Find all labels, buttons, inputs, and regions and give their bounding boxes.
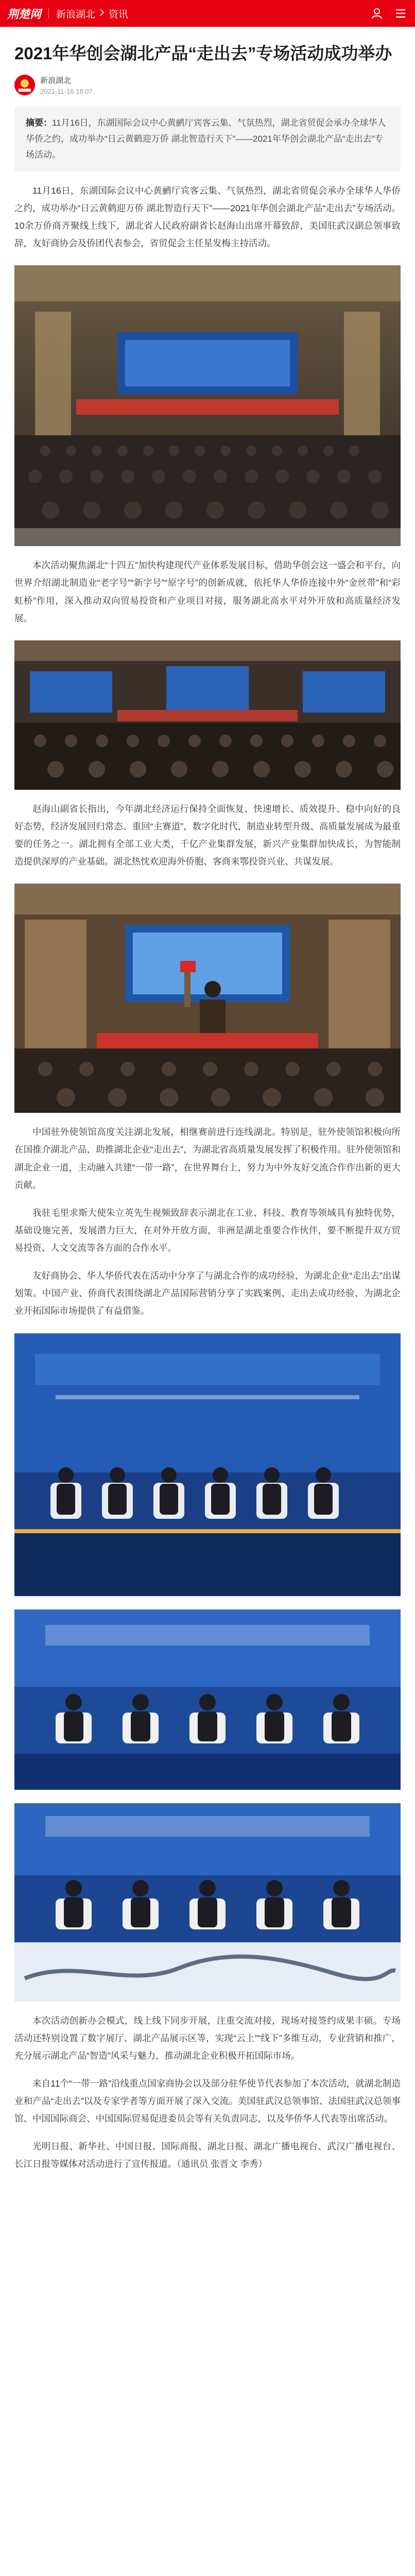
top-navigation-bar <box>0 0 415 27</box>
summary-text: 11月16日，东湖国际会议中心黄鹂厅宾客云集、气氛热烈，湖北省贸促会承办全球华人华侨之约，成功举办“日云黄鹤迎万侨 湖北智造行天下”——2021年华创会湖北产品“走出去”专场活动。 <box>26 117 386 160</box>
article-title: 2021年华创会湖北产品“走出去”专场活动成功举办 <box>14 44 392 63</box>
article-paragraph: 11月16日，东湖国际会议中心黄鹂厅宾客云集、气氛热烈，湖北省贸促会承办全球华人华侨之约，成功举办“日云黄鹤迎万侨 湖北智造行天下”——2021年华创会湖北产品“走出去”专场活动。10余万侨商齐聚线上线下，湖北省人民政府副省长赵海山出席开幕致辞，美国驻武汉副总领事致辞，友好商协会及侨团代表参会，省贸促会主任星发梅主持活动。 <box>14 185 401 249</box>
article-paragraph: 来自11个“一带一路”沿线重点国家商协会以及部分驻华使节代表参加了本次活动，就湖北制造业和产品“走出去”以及专家学者等方面开展了深入交流。美国驻武汉总领事馆、法国驻武汉总领事馆、中国国际商会、中国国际贸易促进委员会等有关负责同志，以及华侨华人代表等出席活动。 <box>14 2078 401 2124</box>
site-logo[interactable]: 荆楚网 <box>7 7 42 21</box>
article-photo <box>14 1803 401 2002</box>
article-paragraph: 赵海山副省长指出，今年湖北经济运行保持全面恢复、快速增长、质效提升、稳中向好的良好态势，经济发展回归常态、重回“主赛道”，数字化时代，制造业转型升级、高质量发展成为最重要的任务之一。湖北拥有全部工业大类，千亿产业集群发展，新兴产业集群加快成长，为智能制造提供深厚的产业基础。湖北热忱欢迎海外侨胞、客商来鄂投资兴业、共谋发展。 <box>14 803 401 867</box>
article-source[interactable]: 新浪湖北 <box>40 76 72 85</box>
page-footer-space <box>14 2173 401 2194</box>
article-date: 2021-11-16 18:07 <box>40 87 93 95</box>
article-paragraph: 光明日报、新华社、中国日报、国际商报、湖北日报、湖北广播电视台、武汉广播电视台、长江日报等媒体对活动进行了宣传报道。（通讯员 张晋文 李秀） <box>14 2141 401 2170</box>
article-meta <box>14 75 401 95</box>
menu-icon[interactable] <box>393 6 408 21</box>
article-paragraph: 本次活动聚焦湖北“十四五”加快构建现代产业体系发展目标，借助华创会这一盛会和平台，向世界介绍湖北制造业“老字号”“新字号”“原字号”的创新成就，依托华人华侨连接中外“金丝带”和“彩虹桥”作用，深入推动双向贸易投资和产业项目对接，服务湖北高水平对外开放和高质量经济发展。 <box>14 560 401 623</box>
article-paragraph: 我驻毛里求斯大使朱立英先生视频致辞表示湖北在工业、科技、教育等领域具有独特优势，基础设施完善，发展潜力巨大，在对外开放方面，非洲是湖北重要合作伙伴，要不断提升双方贸易投资、人文交流等各方面的合作水平。 <box>14 1207 401 1253</box>
article-photo <box>14 1333 401 1596</box>
breadcrumb <box>56 7 128 21</box>
summary-label: 摘要： <box>26 117 52 128</box>
user-icon[interactable] <box>370 6 384 21</box>
logo-divider <box>48 8 49 19</box>
article-content <box>0 42 415 2194</box>
article-summary <box>14 107 401 172</box>
article-photo <box>14 640 401 790</box>
article-paragraph: 本次活动创新办会模式，线上线下同步开展，注重交流对接，现场对接签约成果丰硕。专场活动还特别设置了数字展厅、湖北产品展示区等，实现“云上”“线下”多维互动，专业营销和推广，充分展示湖北产品“智造”风采与魅力，推动湖北企业积极开拓国际市场。 <box>14 2015 401 2061</box>
article-photo <box>14 884 401 1113</box>
breadcrumb-section[interactable]: 资讯 <box>109 9 129 20</box>
chevron-right-icon <box>99 8 105 19</box>
article-photo <box>14 1609 401 1790</box>
breadcrumb-site[interactable]: 新浪湖北 <box>56 9 96 20</box>
article-paragraph: 友好商协会、华人华侨代表在活动中分享了与湖北合作的成功经验，为湖北企业“走出去”出谋划策。中国产业、侨商代表围绕湖北产品国际营销分享了实践案例、走出去成功经验，为湖北企业开拓国际市场提供了有益借鉴。 <box>14 1270 401 1316</box>
source-avatar[interactable] <box>14 75 35 95</box>
article-photo <box>14 265 401 546</box>
article-paragraph: 中国驻外使领馆高度关注湖北发展，相继赛前进行连线湖北。特别是，驻外使领馆积极向所在国推介湖北产品，助推湖北企业“走出去”，为湖北省高质量发展发挥了积极作用。驻外使领馆和湖北企业一道，主动融入共建“一带一路”，在世界舞台上，努力为中外友好交流合作作出新的更大贡献。 <box>14 1127 401 1190</box>
